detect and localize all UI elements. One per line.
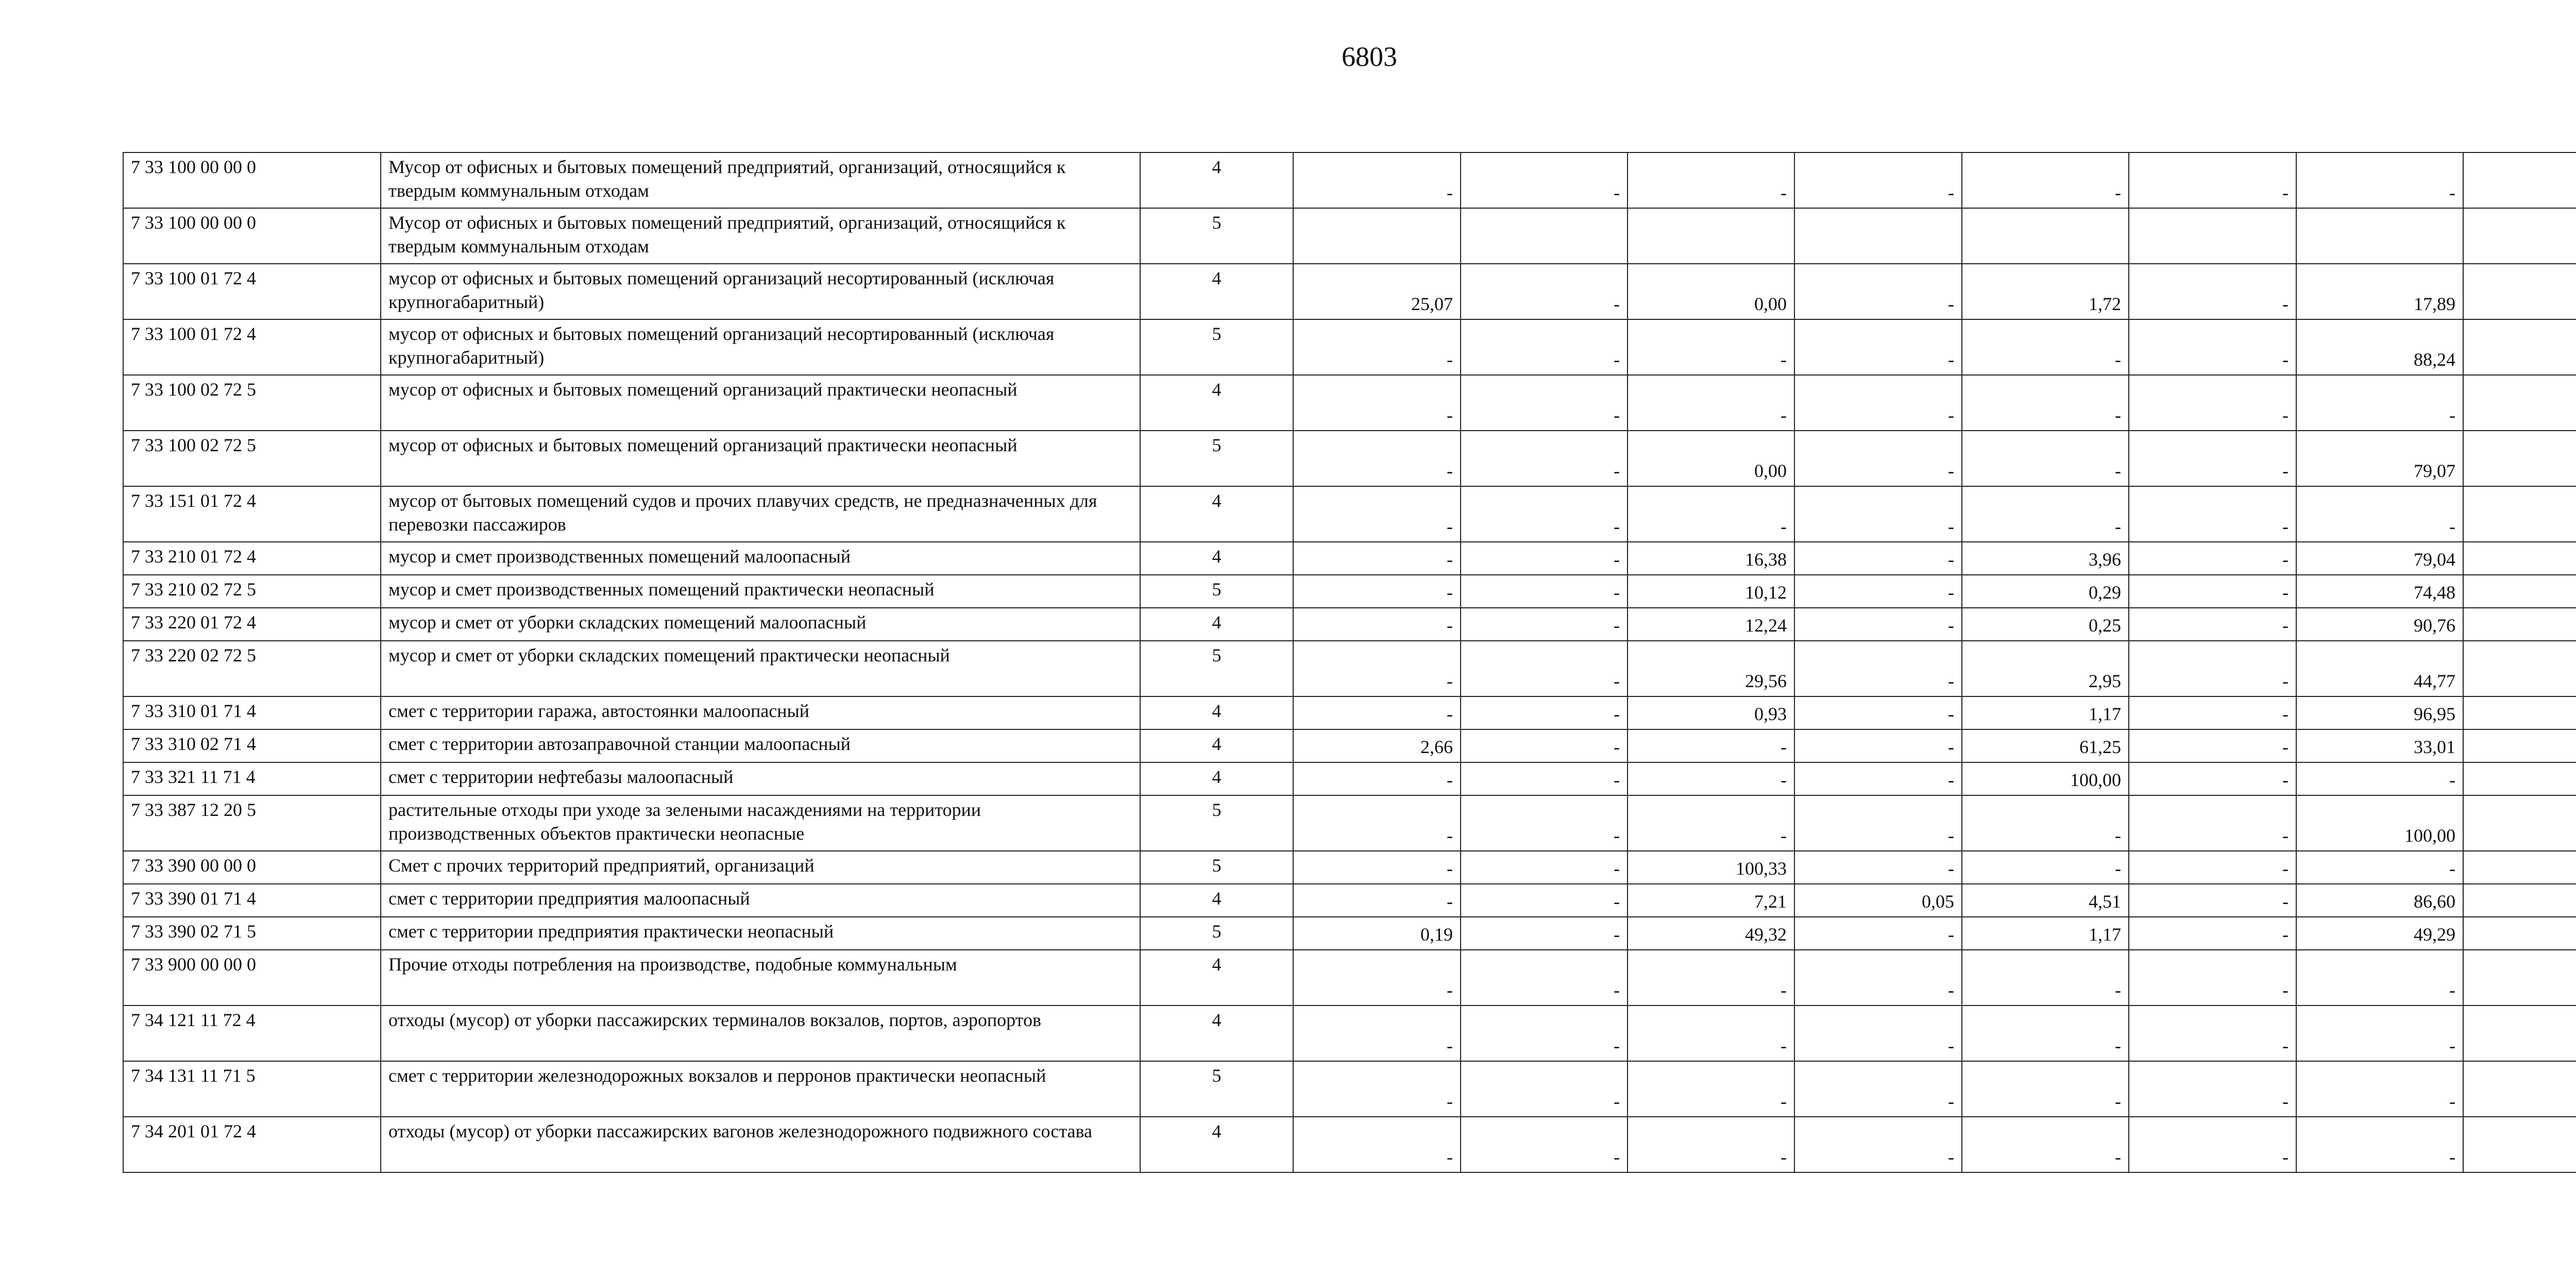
waste-code-cell: 7 33 900 00 00 0 <box>123 950 381 1006</box>
value-col-5-cell: 100,00 <box>1962 762 2129 795</box>
waste-name-cell: Смет с прочих территорий предприятий, организаций <box>381 851 1140 884</box>
value-col-6-cell: - <box>2129 950 2296 1006</box>
hazard-class-cell: 5 <box>1140 641 1293 696</box>
value-col-5-cell: 1,17 <box>1962 917 2129 950</box>
value-col-6-cell: - <box>2129 1061 2296 1117</box>
value-col-3-cell: 49,32 <box>1628 917 1794 950</box>
waste-code-cell: 7 34 121 11 72 4 <box>123 1006 381 1061</box>
value-col-7-cell: 100,00 <box>2296 795 2463 851</box>
value-col-8-cell <box>2463 795 2576 851</box>
value-col-1-cell: - <box>1293 486 1461 542</box>
value-col-8-cell <box>2463 884 2576 917</box>
hazard-class-cell: 5 <box>1140 917 1293 950</box>
value-col-2-cell: - <box>1461 575 1628 608</box>
value-col-2-cell: - <box>1461 431 1628 486</box>
value-col-3-cell: - <box>1628 762 1794 795</box>
value-col-8-cell <box>2463 1061 2576 1117</box>
waste-code-cell: 7 33 220 01 72 4 <box>123 608 381 641</box>
waste-name-cell: Мусор от офисных и бытовых помещений предприятий, организаций, относящийся к твердым коммунальным отходам <box>381 152 1140 208</box>
value-col-3-cell: 29,56 <box>1628 641 1794 696</box>
value-col-3-cell: - <box>1628 319 1794 375</box>
waste-code-cell: 7 33 100 01 72 4 <box>123 264 381 319</box>
value-col-1-cell: - <box>1293 762 1461 795</box>
waste-name-cell: мусор от офисных и бытовых помещений организаций несортированный (исключая крупногабаритный) <box>381 264 1140 319</box>
value-col-1-cell: - <box>1293 851 1461 884</box>
value-col-7-cell: 88,24 <box>2296 319 2463 375</box>
waste-name-cell: смет с территории предприятия практически неопасный <box>381 917 1140 950</box>
value-col-2-cell: - <box>1461 608 1628 641</box>
table-row <box>123 319 2576 375</box>
waste-code-cell: 7 33 100 01 72 4 <box>123 319 381 375</box>
waste-code-cell: 7 33 310 01 71 4 <box>123 696 381 729</box>
value-col-6-cell: - <box>2129 851 2296 884</box>
table-row <box>123 950 2576 1006</box>
hazard-class-cell: 4 <box>1140 542 1293 575</box>
value-col-7-cell <box>2296 208 2463 264</box>
waste-name-cell: мусор от офисных и бытовых помещений организаций несортированный (исключая крупногабаритный) <box>381 319 1140 375</box>
value-col-3-cell: - <box>1628 375 1794 431</box>
value-col-1-cell: - <box>1293 152 1461 208</box>
table-row <box>123 542 2576 575</box>
hazard-class-cell: 5 <box>1140 851 1293 884</box>
waste-name-cell: смет с территории предприятия малоопасный <box>381 884 1140 917</box>
table-row <box>123 208 2576 264</box>
value-col-4-cell: - <box>1794 152 1962 208</box>
value-col-2-cell <box>1461 208 1628 264</box>
value-col-3-cell: - <box>1628 1006 1794 1061</box>
value-col-8-cell <box>2463 431 2576 486</box>
value-col-4-cell: - <box>1794 575 1962 608</box>
table-row <box>123 431 2576 486</box>
value-col-8-cell <box>2463 641 2576 696</box>
table-row <box>123 917 2576 950</box>
value-col-3-cell: - <box>1628 486 1794 542</box>
value-col-8-cell <box>2463 729 2576 762</box>
value-col-5-cell: 0,25 <box>1962 608 2129 641</box>
hazard-class-cell: 4 <box>1140 884 1293 917</box>
value-col-1-cell: - <box>1293 542 1461 575</box>
value-col-6-cell: - <box>2129 696 2296 729</box>
value-col-7-cell: 17,89 <box>2296 264 2463 319</box>
waste-code-cell: 7 34 131 11 71 5 <box>123 1061 381 1117</box>
value-col-5-cell: 61,25 <box>1962 729 2129 762</box>
value-col-6-cell: - <box>2129 575 2296 608</box>
value-col-6-cell: - <box>2129 641 2296 696</box>
hazard-class-cell: 4 <box>1140 1006 1293 1061</box>
value-col-8-cell <box>2463 575 2576 608</box>
value-col-5-cell: - <box>1962 486 2129 542</box>
value-col-1-cell: - <box>1293 608 1461 641</box>
value-col-6-cell: - <box>2129 762 2296 795</box>
value-col-4-cell <box>1794 208 1962 264</box>
waste-code-cell: 7 33 220 02 72 5 <box>123 641 381 696</box>
value-col-3-cell: - <box>1628 950 1794 1006</box>
value-col-8-cell <box>2463 608 2576 641</box>
value-col-2-cell: - <box>1461 762 1628 795</box>
value-col-7-cell: - <box>2296 762 2463 795</box>
value-col-8-cell <box>2463 264 2576 319</box>
value-col-8-cell <box>2463 375 2576 431</box>
value-col-4-cell: - <box>1794 608 1962 641</box>
value-col-5-cell: - <box>1962 1061 2129 1117</box>
waste-table <box>123 152 2576 1173</box>
value-col-4-cell: - <box>1794 950 1962 1006</box>
value-col-7-cell: - <box>2296 152 2463 208</box>
value-col-2-cell: - <box>1461 1061 1628 1117</box>
value-col-5-cell: - <box>1962 152 2129 208</box>
value-col-5-cell: 3,96 <box>1962 542 2129 575</box>
table-row <box>123 795 2576 851</box>
value-col-5-cell: 1,72 <box>1962 264 2129 319</box>
value-col-5-cell: - <box>1962 851 2129 884</box>
page-number: 6803 <box>1342 41 1397 72</box>
table-body <box>123 152 2576 1172</box>
hazard-class-cell: 5 <box>1140 575 1293 608</box>
value-col-5-cell: - <box>1962 1117 2129 1172</box>
value-col-5-cell: 1,17 <box>1962 696 2129 729</box>
value-col-3-cell <box>1628 208 1794 264</box>
table-row <box>123 729 2576 762</box>
value-col-1-cell <box>1293 208 1461 264</box>
value-col-4-cell: - <box>1794 375 1962 431</box>
value-col-1-cell: - <box>1293 696 1461 729</box>
waste-name-cell: мусор и смет производственных помещений малоопасный <box>381 542 1140 575</box>
value-col-1-cell: - <box>1293 884 1461 917</box>
value-col-6-cell <box>2129 208 2296 264</box>
waste-code-cell: 7 33 100 02 72 5 <box>123 431 381 486</box>
table-row <box>123 762 2576 795</box>
value-col-6-cell: - <box>2129 729 2296 762</box>
waste-code-cell: 7 33 100 02 72 5 <box>123 375 381 431</box>
value-col-5-cell: - <box>1962 431 2129 486</box>
value-col-7-cell: 49,29 <box>2296 917 2463 950</box>
value-col-6-cell: - <box>2129 486 2296 542</box>
value-col-8-cell <box>2463 1006 2576 1061</box>
value-col-2-cell: - <box>1461 641 1628 696</box>
table-row <box>123 1061 2576 1117</box>
value-col-4-cell: - <box>1794 1117 1962 1172</box>
hazard-class-cell: 4 <box>1140 762 1293 795</box>
value-col-5-cell: - <box>1962 950 2129 1006</box>
value-col-7-cell: - <box>2296 950 2463 1006</box>
value-col-6-cell: - <box>2129 375 2296 431</box>
value-col-8-cell <box>2463 208 2576 264</box>
value-col-1-cell: 0,19 <box>1293 917 1461 950</box>
value-col-8-cell <box>2463 542 2576 575</box>
table-row <box>123 608 2576 641</box>
waste-code-cell: 7 33 321 11 71 4 <box>123 762 381 795</box>
value-col-8-cell <box>2463 917 2576 950</box>
hazard-class-cell: 5 <box>1140 795 1293 851</box>
value-col-2-cell: - <box>1461 851 1628 884</box>
value-col-2-cell: - <box>1461 917 1628 950</box>
value-col-3-cell: - <box>1628 729 1794 762</box>
value-col-6-cell: - <box>2129 917 2296 950</box>
value-col-4-cell: - <box>1794 917 1962 950</box>
waste-name-cell: отходы (мусор) от уборки пассажирских вагонов железнодорожного подвижного состава <box>381 1117 1140 1172</box>
value-col-6-cell: - <box>2129 608 2296 641</box>
value-col-3-cell: 0,93 <box>1628 696 1794 729</box>
waste-name-cell: отходы (мусор) от уборки пассажирских терминалов вокзалов, портов, аэропортов <box>381 1006 1140 1061</box>
waste-name-cell: смет с территории железнодорожных вокзалов и перронов практически неопасный <box>381 1061 1140 1117</box>
value-col-4-cell: - <box>1794 851 1962 884</box>
value-col-5-cell: 2,95 <box>1962 641 2129 696</box>
table-row <box>123 696 2576 729</box>
value-col-6-cell: - <box>2129 542 2296 575</box>
value-col-1-cell: - <box>1293 319 1461 375</box>
value-col-8-cell <box>2463 319 2576 375</box>
value-col-2-cell: - <box>1461 152 1628 208</box>
waste-code-cell: 7 34 201 01 72 4 <box>123 1117 381 1172</box>
value-col-4-cell: - <box>1794 762 1962 795</box>
table-row <box>123 851 2576 884</box>
value-col-4-cell: - <box>1794 264 1962 319</box>
waste-code-cell: 7 33 100 00 00 0 <box>123 152 381 208</box>
value-col-6-cell: - <box>2129 431 2296 486</box>
value-col-7-cell: - <box>2296 375 2463 431</box>
waste-name-cell: смет с территории нефтебазы малоопасный <box>381 762 1140 795</box>
value-col-4-cell: 0,05 <box>1794 884 1962 917</box>
hazard-class-cell: 5 <box>1140 208 1293 264</box>
value-col-1-cell: - <box>1293 795 1461 851</box>
hazard-class-cell: 4 <box>1140 696 1293 729</box>
value-col-2-cell: - <box>1461 1006 1628 1061</box>
value-col-5-cell: - <box>1962 1006 2129 1061</box>
table-row <box>123 1117 2576 1172</box>
value-col-8-cell <box>2463 950 2576 1006</box>
value-col-1-cell: 2,66 <box>1293 729 1461 762</box>
hazard-class-cell: 4 <box>1140 152 1293 208</box>
value-col-7-cell: - <box>2296 1006 2463 1061</box>
value-col-5-cell: 0,29 <box>1962 575 2129 608</box>
value-col-3-cell: - <box>1628 795 1794 851</box>
value-col-3-cell: 7,21 <box>1628 884 1794 917</box>
waste-name-cell: мусор от бытовых помещений судов и прочих плавучих средств, не предназначенных для перевозки пассажиров <box>381 486 1140 542</box>
value-col-2-cell: - <box>1461 795 1628 851</box>
value-col-1-cell: - <box>1293 1117 1461 1172</box>
value-col-2-cell: - <box>1461 486 1628 542</box>
value-col-4-cell: - <box>1794 696 1962 729</box>
value-col-3-cell: 12,24 <box>1628 608 1794 641</box>
value-col-2-cell: - <box>1461 884 1628 917</box>
value-col-3-cell: 100,33 <box>1628 851 1794 884</box>
waste-name-cell: мусор и смет от уборки складских помещений практически неопасный <box>381 641 1140 696</box>
value-col-1-cell: - <box>1293 641 1461 696</box>
table-row <box>123 1006 2576 1061</box>
waste-code-cell: 7 33 210 02 72 5 <box>123 575 381 608</box>
value-col-1-cell: - <box>1293 1006 1461 1061</box>
value-col-7-cell: 79,04 <box>2296 542 2463 575</box>
value-col-7-cell: - <box>2296 486 2463 542</box>
value-col-2-cell: - <box>1461 375 1628 431</box>
hazard-class-cell: 5 <box>1140 319 1293 375</box>
value-col-3-cell: - <box>1628 1061 1794 1117</box>
table-row <box>123 375 2576 431</box>
value-col-2-cell: - <box>1461 950 1628 1006</box>
waste-name-cell: мусор от офисных и бытовых помещений организаций практически неопасный <box>381 431 1140 486</box>
waste-name-cell: мусор от офисных и бытовых помещений организаций практически неопасный <box>381 375 1140 431</box>
waste-name-cell: Мусор от офисных и бытовых помещений предприятий, организаций, относящийся к твердым коммунальным отходам <box>381 208 1140 264</box>
waste-code-cell: 7 33 100 00 00 0 <box>123 208 381 264</box>
value-col-2-cell: - <box>1461 542 1628 575</box>
value-col-6-cell: - <box>2129 795 2296 851</box>
value-col-1-cell: 25,07 <box>1293 264 1461 319</box>
waste-code-cell: 7 33 390 01 71 4 <box>123 884 381 917</box>
hazard-class-cell: 4 <box>1140 264 1293 319</box>
waste-name-cell: смет с территории автозаправочной станции малоопасный <box>381 729 1140 762</box>
value-col-2-cell: - <box>1461 1117 1628 1172</box>
hazard-class-cell: 4 <box>1140 486 1293 542</box>
value-col-7-cell: - <box>2296 851 2463 884</box>
hazard-class-cell: 4 <box>1140 729 1293 762</box>
hazard-class-cell: 4 <box>1140 1117 1293 1172</box>
value-col-1-cell: - <box>1293 431 1461 486</box>
hazard-class-cell: 5 <box>1140 431 1293 486</box>
value-col-5-cell: - <box>1962 375 2129 431</box>
value-col-7-cell: - <box>2296 1117 2463 1172</box>
value-col-7-cell: 90,76 <box>2296 608 2463 641</box>
value-col-8-cell <box>2463 851 2576 884</box>
value-col-6-cell: - <box>2129 1117 2296 1172</box>
value-col-3-cell: - <box>1628 152 1794 208</box>
value-col-8-cell <box>2463 152 2576 208</box>
waste-code-cell: 7 33 387 12 20 5 <box>123 795 381 851</box>
value-col-1-cell: - <box>1293 575 1461 608</box>
table-row <box>123 575 2576 608</box>
table-row <box>123 486 2576 542</box>
waste-code-cell: 7 33 390 00 00 0 <box>123 851 381 884</box>
value-col-4-cell: - <box>1794 795 1962 851</box>
value-col-4-cell: - <box>1794 641 1962 696</box>
table-row <box>123 264 2576 319</box>
waste-code-cell: 7 33 151 01 72 4 <box>123 486 381 542</box>
value-col-3-cell: 10,12 <box>1628 575 1794 608</box>
value-col-7-cell: 96,95 <box>2296 696 2463 729</box>
table-row <box>123 641 2576 696</box>
value-col-4-cell: - <box>1794 319 1962 375</box>
value-col-5-cell: - <box>1962 795 2129 851</box>
value-col-4-cell: - <box>1794 729 1962 762</box>
value-col-4-cell: - <box>1794 486 1962 542</box>
value-col-4-cell: - <box>1794 1006 1962 1061</box>
waste-name-cell: растительные отходы при уходе за зелеными насаждениями на территории производственных объектов практически неопасные <box>381 795 1140 851</box>
hazard-class-cell: 4 <box>1140 608 1293 641</box>
value-col-8-cell <box>2463 1117 2576 1172</box>
value-col-6-cell: - <box>2129 319 2296 375</box>
value-col-2-cell: - <box>1461 319 1628 375</box>
table-row <box>123 152 2576 208</box>
waste-name-cell: смет с территории гаража, автостоянки малоопасный <box>381 696 1140 729</box>
hazard-class-cell: 4 <box>1140 950 1293 1006</box>
value-col-8-cell <box>2463 486 2576 542</box>
value-col-2-cell: - <box>1461 729 1628 762</box>
hazard-class-cell: 4 <box>1140 375 1293 431</box>
value-col-3-cell: 16,38 <box>1628 542 1794 575</box>
value-col-6-cell: - <box>2129 152 2296 208</box>
value-col-6-cell: - <box>2129 884 2296 917</box>
value-col-7-cell: 86,60 <box>2296 884 2463 917</box>
value-col-7-cell: 74,48 <box>2296 575 2463 608</box>
value-col-4-cell: - <box>1794 1061 1962 1117</box>
value-col-2-cell: - <box>1461 264 1628 319</box>
waste-code-cell: 7 33 390 02 71 5 <box>123 917 381 950</box>
value-col-3-cell: - <box>1628 1117 1794 1172</box>
value-col-8-cell <box>2463 762 2576 795</box>
waste-code-cell: 7 33 210 01 72 4 <box>123 542 381 575</box>
value-col-2-cell: - <box>1461 696 1628 729</box>
value-col-7-cell: 44,77 <box>2296 641 2463 696</box>
value-col-4-cell: - <box>1794 542 1962 575</box>
value-col-7-cell: 33,01 <box>2296 729 2463 762</box>
waste-code-cell: 7 33 310 02 71 4 <box>123 729 381 762</box>
waste-name-cell: мусор и смет от уборки складских помещений малоопасный <box>381 608 1140 641</box>
value-col-4-cell: - <box>1794 431 1962 486</box>
value-col-7-cell: - <box>2296 1061 2463 1117</box>
value-col-3-cell: 0,00 <box>1628 264 1794 319</box>
value-col-3-cell: 0,00 <box>1628 431 1794 486</box>
table-row <box>123 884 2576 917</box>
waste-name-cell: Прочие отходы потребления на производстве, подобные коммунальным <box>381 950 1140 1006</box>
value-col-6-cell: - <box>2129 1006 2296 1061</box>
value-col-1-cell: - <box>1293 950 1461 1006</box>
hazard-class-cell: 5 <box>1140 1061 1293 1117</box>
waste-name-cell: мусор и смет производственных помещений практически неопасный <box>381 575 1140 608</box>
value-col-1-cell: - <box>1293 375 1461 431</box>
value-col-7-cell: 79,07 <box>2296 431 2463 486</box>
value-col-5-cell: - <box>1962 319 2129 375</box>
value-col-5-cell <box>1962 208 2129 264</box>
value-col-8-cell <box>2463 696 2576 729</box>
value-col-1-cell: - <box>1293 1061 1461 1117</box>
value-col-5-cell: 4,51 <box>1962 884 2129 917</box>
value-col-6-cell: - <box>2129 264 2296 319</box>
